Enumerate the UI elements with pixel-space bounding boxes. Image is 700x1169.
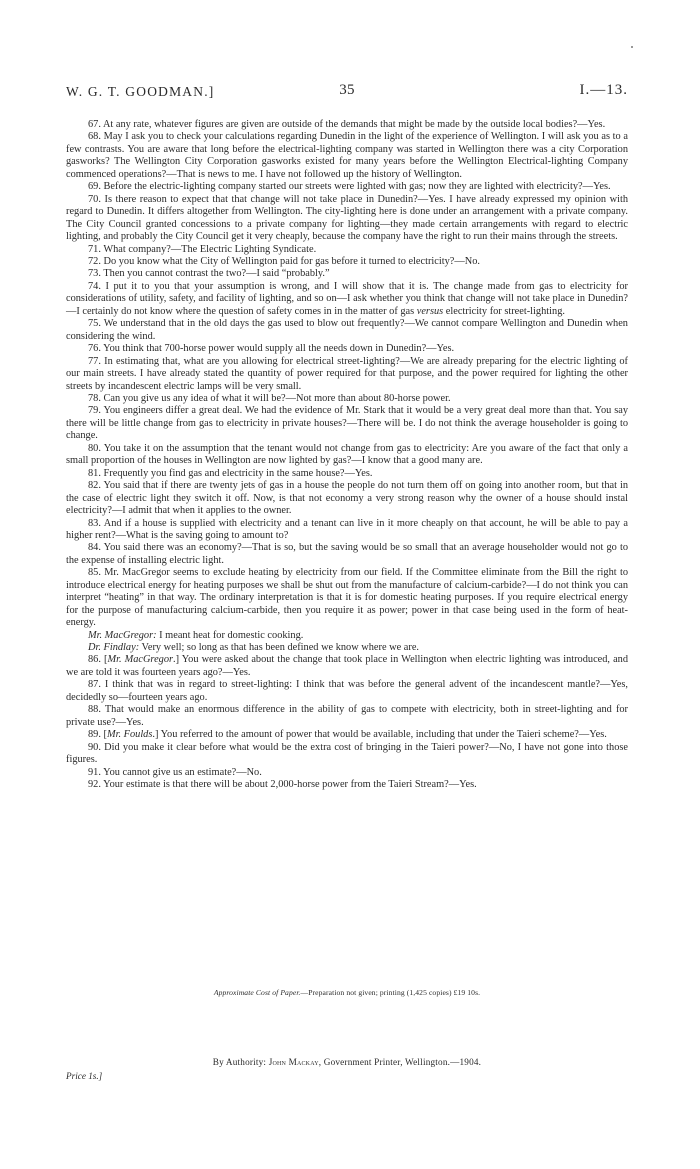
paragraph-text: Your estimate is that there will be about 2,000-horse power from the Taieri Stream?—Yes. (103, 779, 477, 791)
header-witness-name: W. G. T. GOODMAN.] (66, 84, 215, 99)
evidence-paragraph (66, 405, 628, 442)
evidence-paragraph (66, 767, 628, 779)
authority-prefix: By Authority: (212, 1057, 267, 1067)
evidence-paragraph (66, 654, 628, 679)
evidence-paragraph (66, 443, 628, 468)
question-number: 86. (88, 654, 101, 666)
question-number: 90. (88, 741, 101, 753)
paragraph-text: Do you know what the City of Wellington paid for gas before it turned to electricity?—No. (103, 255, 480, 267)
paragraph-text: We understand that in the old days the gas used to blow out frequently?—We cannot compare Wellington and Dunedin when considering the wind. (66, 318, 628, 342)
question-number: 76. (88, 343, 101, 355)
paragraph-text: Dr. Findlay: Very well; so long as that has been defined we know where we are. (88, 642, 420, 654)
page-speck (631, 46, 633, 48)
question-number: 87. (88, 679, 101, 691)
evidence-paragraph (66, 567, 628, 629)
evidence-paragraph (66, 642, 628, 654)
paragraph-text: And if a house is supplied with electricity and a tenant can live in it more cheaply on that account, he will be able to pay a higher rent?—What is the saving going to amount to? (66, 517, 628, 541)
evidence-paragraph (66, 356, 628, 393)
evidence-paragraph (66, 343, 628, 355)
price-note: Price 1s.] (66, 1071, 103, 1081)
evidence-paragraph (66, 268, 628, 280)
evidence-paragraph (66, 131, 628, 181)
question-number: 80. (88, 442, 101, 454)
question-number: 72. (88, 255, 101, 267)
paragraph-text: I think that was in regard to street-lighting: I think that was before the general advent of the incandescent mantle?—Yes, decidedly so—fourteen years ago. (66, 679, 628, 703)
evidence-paragraph (66, 256, 628, 268)
question-number: 84. (88, 542, 101, 554)
evidence-paragraph (66, 244, 628, 256)
paragraph-text: That would make an enormous difference in the ability of gas to compete with electricity, both in street-lighting and for private use?—Yes. (66, 704, 628, 728)
question-number: 85. (88, 567, 101, 579)
evidence-paragraph (66, 281, 628, 318)
paragraph-text: You said there was an economy?—That is so, but the saving would be so small that an average householder would not go to the expense of installing electric light. (66, 542, 628, 566)
paragraph-text: Is there reason to expect that that change will not take place in Dunedin?—Yes. I have already expressed my opinion with regard to Dunedin. It differs altogether from Wellington. The city-lighting here is done under an arrangement with a private company. The City Council granted concessions to a private company for lighting—they made certain arrangements with regard to electric lighting, and probably the City Council get it very cheaply, because the company have the right to run their mains through the streets. (66, 193, 629, 243)
question-number: 73. (88, 268, 101, 280)
evidence-paragraph (66, 480, 628, 517)
question-number: 91. (88, 766, 101, 778)
question-number: 88. (88, 704, 101, 716)
question-number: 82. (88, 480, 101, 492)
paragraph-text: You cannot give us an estimate?—No. (103, 766, 262, 778)
paragraph-text: [Mr. Foulds.] You referred to the amount of power that would be available, including that under the Taieri scheme?—Yes. (103, 729, 607, 741)
cost-label: Approximate Cost of Paper. (213, 988, 301, 997)
printer-authority-line (66, 1057, 628, 1067)
question-number: 79. (88, 405, 101, 417)
question-number: 81. (88, 467, 101, 479)
evidence-paragraph (66, 729, 628, 741)
evidence-paragraph (66, 393, 628, 405)
paragraph-text: You said that if there are twenty jets of gas in a house the people do not turn them off on going into another room, but that in the case of electric light they switch it off. Now, is that not economy a very strong reason why the owner of a house should instal electricity?—I admit that when it applies to the owner. (66, 480, 628, 517)
paragraph-text: I put it to you that your assumption is wrong, and I will show that it is. The change made from gas to electricity for considerations of utility, safety, and facility of lighting, and so on—I ask whether you think that change will not take place in Dunedin?—I certainly do not know where the question of safety comes in in the matter of gas versus electricity for street-lighting. (66, 280, 628, 317)
paragraph-text: You engineers differ a great deal. We had the evidence of Mr. Stark that it would be a very great deal more than that. You say there will be little change from gas to electricity in private houses?—There will be. I do not think the average householder is going to change. (66, 405, 629, 442)
evidence-paragraph (66, 468, 628, 480)
evidence-paragraph (66, 518, 628, 543)
question-number: 70. (88, 193, 101, 205)
evidence-paragraph (66, 679, 628, 704)
question-number: 78. (88, 392, 101, 404)
question-number: 77. (88, 355, 101, 367)
question-number: 89. (88, 729, 101, 741)
question-number: 68. (88, 131, 101, 143)
header-page-number: 35 (339, 82, 355, 98)
paragraph-text: Then you cannot contrast the two?—I said “probably.” (103, 268, 330, 280)
paragraph-text: Mr. MacGregor seems to exclude heating by electricity from our field. If the Committee eliminate from the Bill the right to introduce electrical energy for heating purposes we shall be shut out from the manufacture of calcium-carbide?—I do not think you can interpret “heating” in that way. The ordinary interpretation is that it is for domestic heating purposes. If you require electrical energy for the purpose of manufacturing calcium-carbide, then you require it as power; power in that case being used in the form of heat-energy. (66, 567, 628, 629)
evidence-paragraph (66, 542, 628, 567)
question-number: 92. (88, 779, 101, 791)
paragraph-text: Before the electric-lighting company started our streets were lighted with gas; now they are lighted with electricity?—Yes. (103, 181, 611, 193)
question-number: 67. (88, 119, 101, 130)
cost-of-paper-note (66, 988, 628, 997)
authority-suffix: Government Printer, Wellington.—1904. (323, 1057, 482, 1067)
paragraph-text: You think that 700-horse power would supply all the needs down in Dunedin?—Yes. (103, 343, 455, 355)
question-number: 75. (88, 318, 101, 330)
evidence-paragraph (66, 194, 628, 244)
evidence-paragraph (66, 119, 628, 131)
page-header (66, 84, 628, 104)
authority-printer-name: John Mackay, (268, 1057, 322, 1067)
paragraph-text: [Mr. MacGregor.] You were asked about the change that took place in Wellington when electric lighting was introduced, and we are told it was fourteen years ago?—Yes. (66, 654, 629, 678)
header-paper-reference: I.—13. (579, 82, 628, 98)
paragraph-text: What company?—The Electric Lighting Syndicate. (103, 243, 317, 255)
evidence-paragraph (66, 742, 628, 767)
paragraph-text: You take it on the assumption that the tenant would not change from gas to electricity: Are you aware of the fact that only a small proportion of the houses in Wellington are now lighted by gas?—I know that a good many are. (66, 442, 628, 467)
evidence-paragraph (66, 704, 628, 729)
paragraph-text: In estimating that, what are you allowing for electrical street-lighting?—We are already preparing for the electric lighting of our main streets. I have already stated the quantity of power required for that purpose, and the power required for lighting the other streets by incandescent electric lamps will be very small. (66, 355, 628, 392)
evidence-paragraph (66, 181, 628, 193)
question-number: 69. (88, 181, 101, 193)
paragraph-text: Frequently you find gas and electricity in the same house?—Yes. (103, 467, 373, 479)
paragraph-text: Can you give us any idea of what it will be?—Not more than about 80-horse power. (103, 392, 451, 404)
evidence-text (66, 119, 628, 791)
paragraph-text: At any rate, whatever figures are given are outside of the demands that might be made by the outside local bodies?—Yes. (102, 119, 606, 130)
evidence-paragraph (66, 318, 628, 343)
question-number: 83. (88, 517, 101, 529)
cost-text: —Preparation not given; printing (1,425 copies) £19 10s. (300, 988, 481, 997)
paragraph-text: Did you make it clear before what would be the extra cost of bringing in the Taieri power?—No, I have not gone into those figures. (66, 741, 628, 766)
evidence-paragraph (66, 779, 628, 791)
paragraph-text: May I ask you to check your calculations regarding Dunedin in the light of the experience of Wellington. I will ask you as to a few contrasts. You are aware that long before the electrical-lighting company was started in Wellington there was a city Corporation gasworks? The Wellington City Corporation gasworks existed for many years before the Wellington Electrical-lighting Company commenced operations?—That is news to me. I have not followed up the history of Wellington. (66, 131, 628, 180)
question-number: 71. (88, 243, 101, 255)
paragraph-text: Mr. MacGregor: I meant heat for domestic cooking. (88, 629, 304, 641)
evidence-paragraph (66, 630, 628, 642)
question-number: 74. (88, 280, 101, 292)
